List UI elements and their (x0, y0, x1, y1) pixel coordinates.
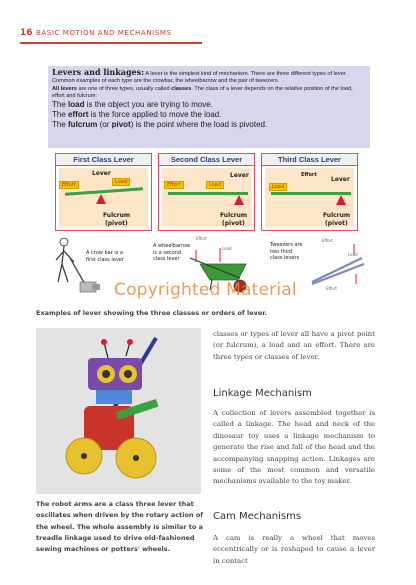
heading-cam-mechanisms: Cam Mechanisms (213, 511, 302, 522)
wheelbarrow-caption: A wheelbarrow is a second class lever (153, 243, 191, 262)
def-fulcrum-end: ) is the point where the load is pivoted. (130, 120, 268, 130)
pivot-label: (pivot) (222, 220, 245, 227)
fulcrum-label: Fulcrum (323, 212, 351, 219)
wheelbarrow-effort-label: Effort (196, 236, 207, 241)
def-fulcrum-start: The (52, 120, 69, 130)
diagram-panel (59, 168, 148, 227)
lever-label: Lever (230, 172, 249, 179)
figure-caption: Examples of lever showing the three classes or orders of lever. (36, 309, 268, 317)
info-intro-text: A lever is the simplest kind of mechanism. There are three different types of lever. Common examples of each type are the crowbar, the wheelbarrow and the pair of tweezers. (52, 71, 347, 85)
info-classes-word: classes (171, 85, 192, 92)
heading-linkage-mechanism: Linkage Mechanism (213, 388, 312, 399)
info-load-definition (52, 100, 366, 110)
diagram-title: Third Class Lever (262, 154, 357, 166)
diagram-title: First Class Lever (56, 154, 151, 166)
copyright-watermark: Copyrighted Material (114, 280, 297, 300)
tweezers-illustration (312, 244, 364, 284)
tweezers-effort-label-2: Effort (326, 286, 337, 291)
def-effort-word: effort (68, 110, 89, 120)
body-intro-block (213, 329, 375, 363)
second-class-lever-diagram (158, 153, 255, 231)
def-load-start: The (52, 100, 69, 110)
linkage-paragraph-block (213, 408, 375, 488)
fulcrum-triangle (96, 194, 106, 204)
fulcrum-triangle (234, 195, 244, 205)
info-classes-mid: are one of three types, usually called (76, 85, 172, 92)
load-tag: Load (206, 181, 224, 189)
fulcrum-triangle (336, 195, 346, 205)
cam-paragraph: A cam is really a wheel that moves eccentrically or is reshaped to cause a lever in contact (213, 534, 375, 565)
def-load-word: load (68, 100, 85, 110)
info-classes (52, 86, 366, 101)
tweezers-effort-label: Effort (322, 238, 333, 243)
diagram-panel (265, 168, 354, 227)
effort-tag: Effort (164, 181, 184, 189)
body-intro: classes or types of lever all have a pivot point (or fulcrum), a load and an effort. There are three types or classes of lever. (213, 330, 375, 361)
fulcrum-label: Fulcrum (103, 212, 131, 219)
page-number: 16 (20, 28, 33, 38)
levers-info-box (48, 66, 370, 148)
diagram-panel (162, 168, 251, 227)
def-load-end: is the object you are trying to move. (84, 100, 213, 110)
info-fulcrum-definition (52, 120, 366, 130)
def-fulcrum-word: fulcrum (68, 120, 98, 130)
info-classes-end: . The class of a lever depends on the relative position of the load, effort and fulcrum: (52, 85, 353, 99)
def-effort-end: is the force applied to move the load. (88, 110, 222, 120)
load-tag: Load (112, 178, 130, 186)
tweezers-caption: Tweezers are two third class levers (270, 242, 303, 261)
cam-paragraph-block (213, 533, 375, 567)
pivot-label: (pivot) (105, 220, 128, 227)
linkage-paragraph: A collection of levers assembled together is called a linkage. The head and neck of the dinosaur toy uses a linkage mechanism to generate the rise and fall of the head and the accompanying snapping action. Linkages are some of the most common and versatile mechanisms available to the toy maker. (213, 409, 375, 486)
first-class-lever-diagram (55, 153, 152, 231)
header-rule (20, 42, 202, 44)
info-effort-definition (52, 110, 366, 120)
robot-toy-photo (36, 328, 201, 494)
wheelbarrow-load-label: Load (222, 246, 232, 251)
def-fulcrum-mid: (or (97, 120, 112, 130)
pivot-label: (pivot) (325, 220, 348, 227)
info-all: All (52, 85, 61, 92)
lever-label: Lever (331, 176, 350, 183)
def-effort-start: The (52, 110, 69, 120)
lever-label: Lever (92, 170, 111, 177)
crowbar-caption: A crow bar is a first class lever (86, 250, 124, 263)
load-tag: Load (269, 183, 287, 191)
chapter-title: BASIC MOTION AND MECHANISMS (36, 29, 172, 37)
running-header (20, 28, 200, 42)
effort-tag: Effort (59, 181, 79, 189)
robot-toy-illustration (36, 328, 201, 494)
diagram-title: Second Class Lever (159, 154, 254, 166)
def-pivot-word: pivot (111, 120, 131, 130)
info-levers-word: levers (60, 85, 77, 92)
crowbar-man-illustration (56, 238, 100, 292)
tweezers-load-label: Load (348, 252, 358, 257)
photo-caption: The robot arms are a class three lever that oscillates when driven by the rotary action of the wheel. The whole assembly is similar to a treadle linkage used to drive old-fashioned sewing machines or potters' wheels. (36, 500, 204, 554)
info-intro (52, 69, 366, 86)
third-class-lever-diagram (261, 153, 358, 231)
fulcrum-label: Fulcrum (220, 212, 248, 219)
info-box-title: Levers and linkages: (52, 67, 145, 77)
effort-label: Effort (301, 172, 317, 178)
